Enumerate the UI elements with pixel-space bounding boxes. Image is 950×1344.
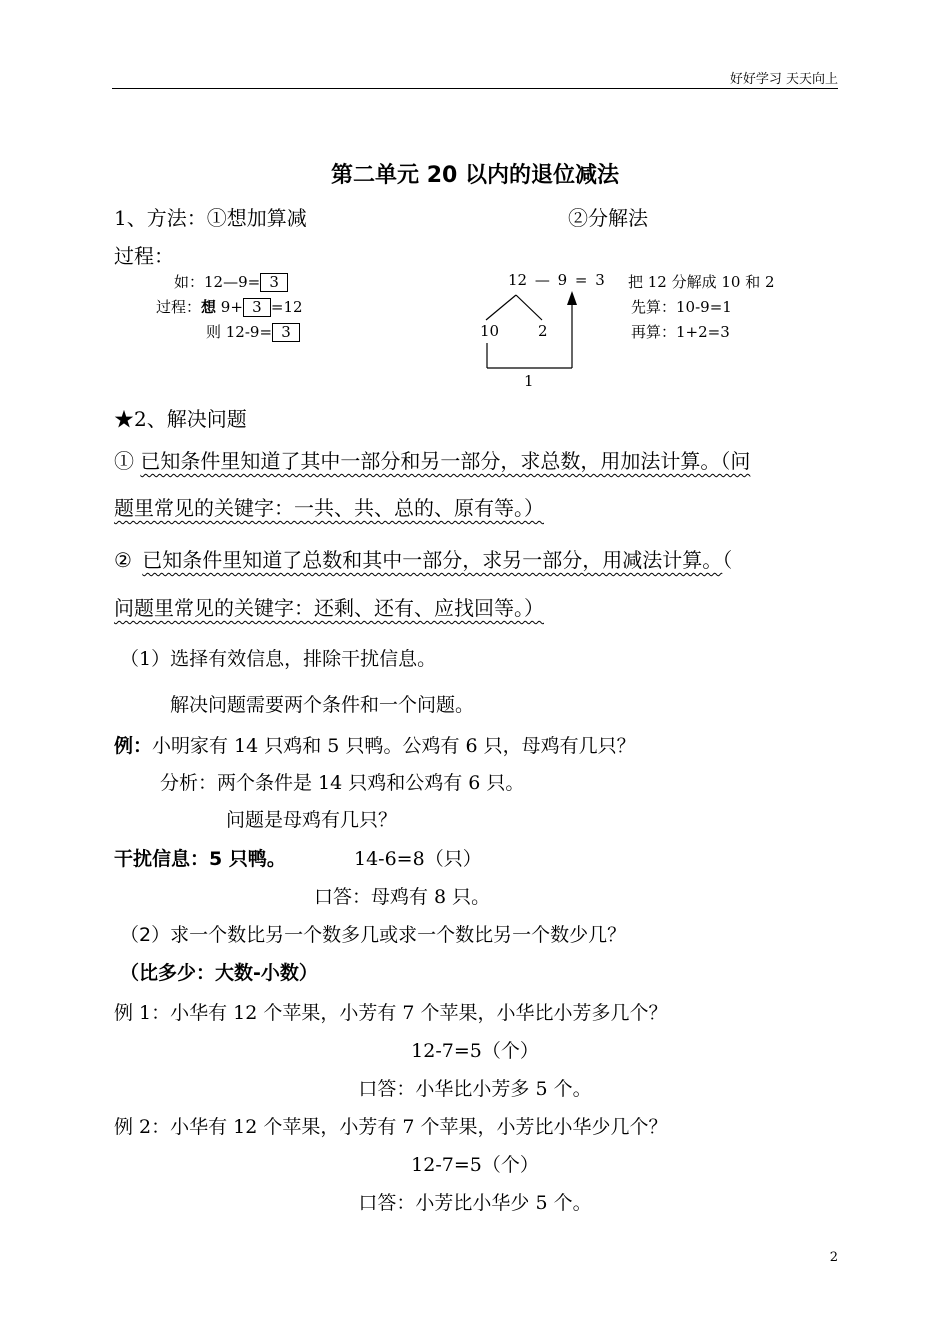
diagram-right-part: 2 [538,322,548,340]
diagram-left-part: 10 [480,322,500,340]
rule-1-line-2 [114,492,544,521]
example-text: 小明家有 14 只鸡和 5 只鸭。公鸡有 6 只，母鸡有几只？ [152,735,636,757]
answer-box: 3 [243,298,271,317]
header-text: 好好学习 天天向上 [729,72,838,87]
diagram-equation: 12 — 9 = 3 [508,271,605,289]
diagram-note-3: 再算：1+2=3 [631,323,730,341]
distractor-answer: 口答：母鸡有 8 只。 [314,886,491,908]
example-line-2-suffix: =12 [270,298,303,316]
method-heading: 1、方法：①想加算减 [114,206,307,230]
rule-2-number: ② [114,548,132,572]
distractor-label: 干扰信息：5 只鸭。 [114,848,286,870]
example-1-calc: 12-7=5（个） [411,1040,539,1062]
think-word: 想 [201,298,217,316]
example-1-text: 例 1：小华有 12 个苹果，小芳有 7 个苹果，小华比小芳多几个？ [114,1002,668,1024]
example-label: 例： [114,735,153,757]
example-line-3-text: 则 12-9= [206,323,273,341]
example-2-text: 例 2：小华有 12 个苹果，小芳有 7 个苹果，小芳比小华少几个？ [114,1116,668,1138]
sub-2-heading: （2）求一个数比另一个数多几或求一个数比另一个数少几？ [120,924,627,946]
rule-2-text-cont: 问题里常见的关键字：还剩、还有、应找回等。） [114,596,544,620]
diagram-result: 1 [524,372,534,390]
analysis-line-2: 问题是母鸡有几只？ [226,809,398,831]
page-title: 第二单元 20 以内的退位减法 [331,163,619,188]
rule-2-line-2 [114,592,544,621]
example-line-1-text: 如：12—9= [174,273,261,291]
example-line-1 [174,271,288,292]
sub-1-note: 解决问题需要两个条件和一个问题。 [170,694,475,716]
header-rule [112,88,838,89]
rule-1-text: 已知条件里知道了其中一部分和另一部分，求总数，用加法计算。（问 [140,449,751,473]
diagram-note-1: 把 12 分解成 10 和 2 [628,273,775,291]
rule-1-text-cont: 题里常见的关键字：一共、共、总的、原有等。） [114,496,544,520]
decomposition-diagram [470,285,590,375]
arrow-up-icon [567,291,577,305]
rule-2-tail: （ [722,548,733,572]
example-line-2-prefix: 过程： [156,298,202,316]
example-2-answer: 口答：小芳比小华少 5 个。 [358,1192,592,1214]
rule-2-text: 已知条件里知道了总数和其中一部分，求另一部分，用减法计算。 [142,548,723,572]
example-2-calc: 12-7=5（个） [411,1154,539,1176]
distractor-calc: 14-6=8（只） [354,848,482,870]
sub-1-heading: （1）选择有效信息，排除干扰信息。 [120,648,437,670]
example-1-answer: 口答：小华比小芳多 5 个。 [358,1078,592,1100]
answer-box: 3 [260,273,288,292]
example-problem [114,731,636,758]
analysis-line-1: 分析：两个条件是 14 只鸡和公鸡有 6 只。 [160,772,525,794]
rule-1-line-1 [114,445,750,474]
example-line-3 [206,321,300,342]
page-number: 2 [829,1250,838,1265]
rule-2-line-1 [114,544,732,573]
answer-box: 3 [272,323,300,342]
process-label: 过程： [114,244,174,268]
solve-heading: ★2、解决问题 [114,407,247,431]
example-line-2 [156,296,303,317]
sub-2-rule: （比多少：大数-小数） [120,962,318,984]
branch-right-line [516,295,542,320]
rule-1-number: ① [114,449,134,473]
example-line-2-mid: 9+ [216,298,243,316]
diagram-note-2: 先算：10-9=1 [631,298,732,316]
branch-left-line [486,295,516,320]
method-heading-2: ②分解法 [568,206,648,230]
